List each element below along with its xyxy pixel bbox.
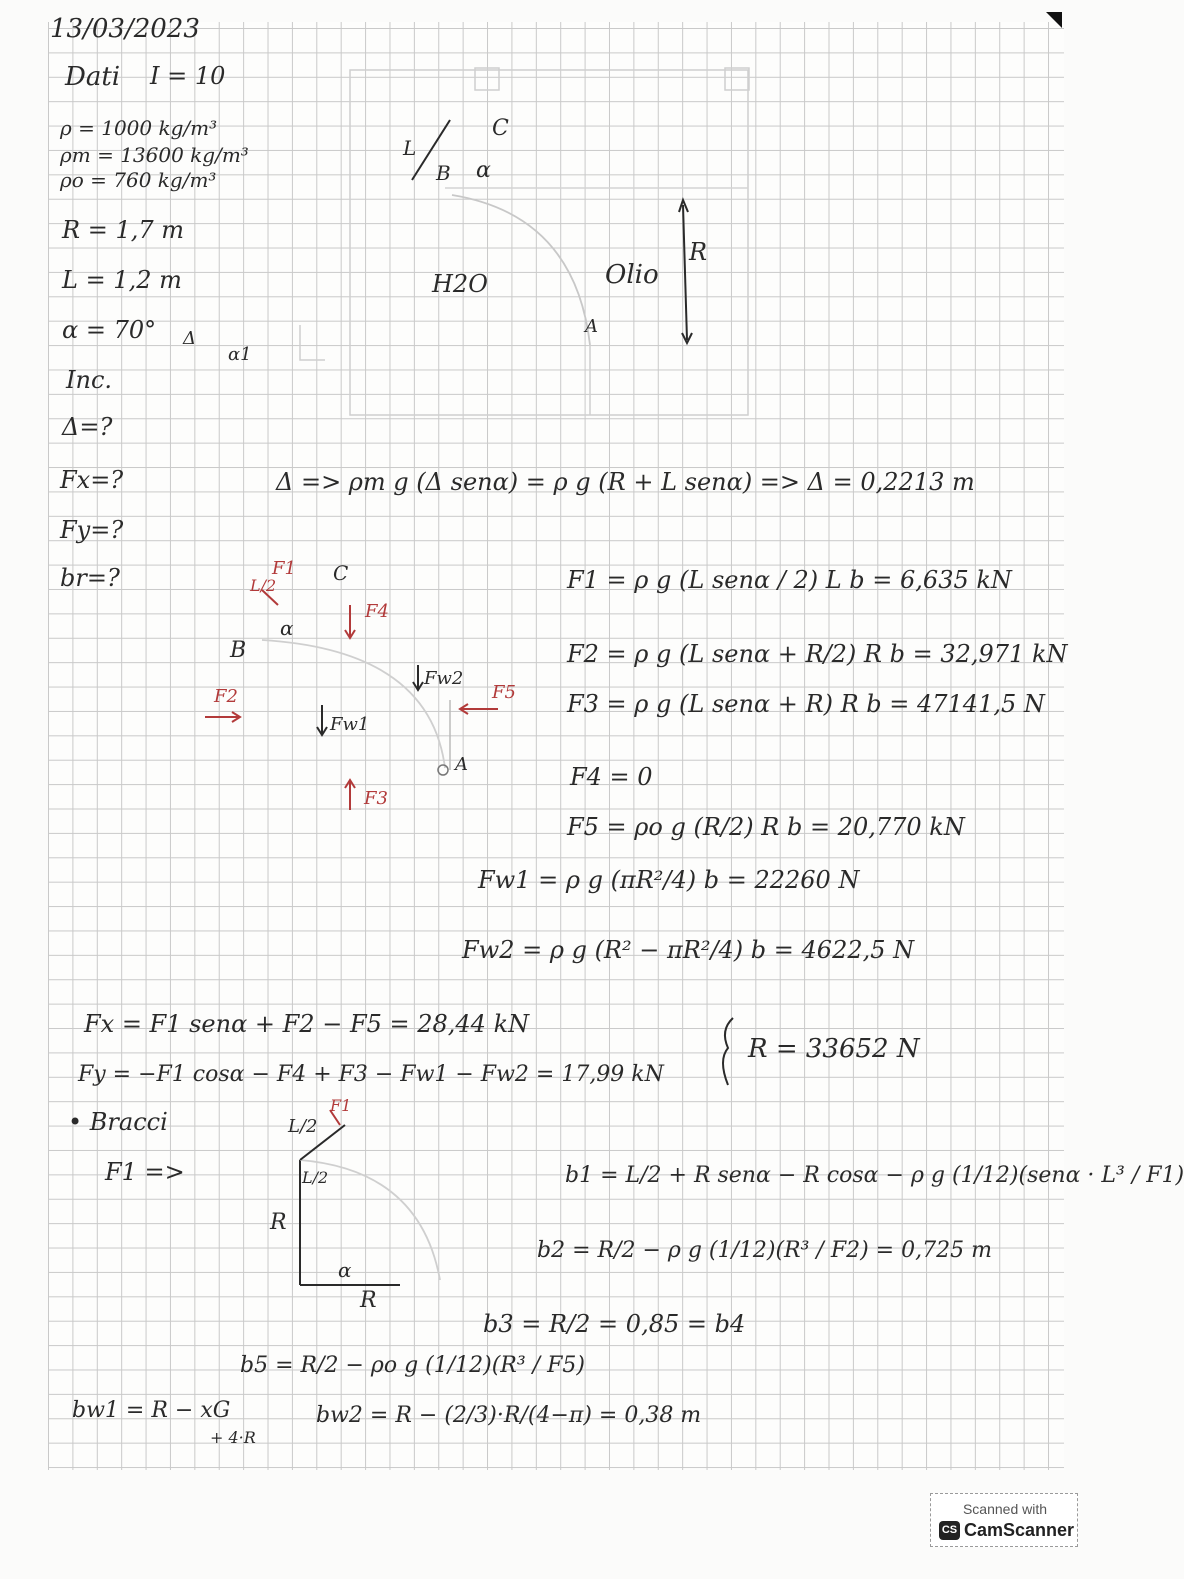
camscanner-top-text: Scanned with bbox=[962, 1501, 1048, 1517]
fbd-label-F4: F4 bbox=[365, 601, 389, 622]
camscanner-name: CamScanner bbox=[964, 1520, 1075, 1540]
fbd-label-C: C bbox=[333, 561, 349, 585]
fbd-label-Fw1: Fw1 bbox=[330, 714, 370, 735]
camscanner-badge bbox=[930, 1493, 1078, 1547]
fbd-label-A: A bbox=[455, 754, 468, 775]
given-index: I = 10 bbox=[150, 62, 226, 90]
given-L: L = 1,2 m bbox=[62, 266, 182, 294]
equation-F5: F5 = ρo g (R/2) R b = 20,770 kN bbox=[567, 813, 965, 841]
arms-header: • Bracci bbox=[68, 1108, 168, 1136]
label-length-L: L bbox=[403, 136, 417, 160]
equation-b2: b2 = R/2 − ρ g (1/12)(R³ / F2) = 0,725 m bbox=[537, 1238, 992, 1263]
label-point-C: C bbox=[492, 116, 509, 141]
fbd-label-F3: F3 bbox=[364, 788, 388, 809]
unknown-fx: Fx=? bbox=[60, 466, 124, 494]
label-R-dimension: R bbox=[689, 238, 708, 266]
given-alpha: α = 70° bbox=[62, 316, 157, 344]
label-point-B: B bbox=[436, 161, 451, 185]
equation-F4: F4 = 0 bbox=[570, 763, 653, 791]
arms-label-R-vertical: R bbox=[270, 1210, 287, 1235]
fbd-label-B: B bbox=[230, 638, 247, 663]
equation-b3: b3 = R/2 = 0,85 = b4 bbox=[483, 1310, 746, 1338]
equation-b1: b1 = L/2 + R senα − R cosα − ρ g (1/12)(senα · L³ / F1) bbox=[565, 1163, 1184, 1188]
brace-bracket bbox=[723, 1018, 733, 1085]
given-rho-o: ρo = 760 kg/m³ bbox=[60, 168, 217, 192]
equation-F2: F2 = ρ g (L senα + R/2) R b = 32,971 kN bbox=[567, 640, 1068, 668]
equation-Fw2: Fw2 = ρ g (R² − πR²/4) b = 4622,5 N bbox=[462, 936, 915, 964]
given-header: Dati bbox=[65, 62, 121, 92]
fbd-label-F2: F2 bbox=[214, 686, 238, 707]
fbd-label-Fw2: Fw2 bbox=[424, 668, 464, 689]
label-oil: Olio bbox=[605, 260, 659, 290]
unknowns-header: Inc. bbox=[66, 366, 113, 394]
equation-Fx: Fx = F1 senα + F2 − F5 = 28,44 kN bbox=[84, 1010, 530, 1038]
equation-F1: F1 = ρ g (L senα / 2) L b = 6,635 kN bbox=[567, 566, 1012, 594]
arms-label-F1: F1 bbox=[330, 1096, 352, 1115]
unknown-br: br=? bbox=[60, 564, 120, 592]
given-R: R = 1,7 m bbox=[62, 216, 184, 244]
label-angle-alpha: α bbox=[476, 158, 491, 183]
dimension-R-line bbox=[683, 205, 687, 340]
arms-label-R-horizontal: R bbox=[360, 1288, 377, 1313]
equation-bw1-sub: + 4·R bbox=[210, 1428, 256, 1447]
label-water: H2O bbox=[432, 270, 488, 298]
equation-resultant-R: R = 33652 N bbox=[748, 1034, 920, 1064]
equation-delta: Δ => ρm g (Δ senα) = ρ g (R + L senα) => Δ = 0,2213 m bbox=[276, 468, 975, 496]
arms-label-L2-lower: L/2 bbox=[302, 1168, 329, 1187]
equation-F3: F3 = ρ g (L senα + R) R b = 47141,5 N bbox=[567, 690, 1045, 718]
equation-bw1: bw1 = R − xG bbox=[72, 1398, 231, 1423]
tank-corner-box bbox=[725, 68, 749, 90]
label-point-A: A bbox=[585, 316, 598, 337]
fbd-label-alpha: α bbox=[280, 616, 294, 640]
label-delta-small: Δ bbox=[183, 328, 196, 349]
camscanner-logo-icon: CS bbox=[939, 1521, 960, 1540]
arms-label-alpha: α bbox=[338, 1258, 352, 1282]
unknown-fy: Fy=? bbox=[60, 516, 124, 544]
equation-b5: b5 = R/2 − ρo g (1/12)(R³ / F5) bbox=[240, 1353, 585, 1378]
page-date: 13/03/2023 bbox=[50, 14, 200, 44]
manometer-tube bbox=[300, 325, 325, 360]
tank-corner-box-2 bbox=[475, 68, 499, 90]
fbd-gate-arc bbox=[262, 640, 445, 768]
fbd-hinge-A bbox=[438, 765, 448, 775]
fbd-label-L2: L/2 bbox=[250, 576, 277, 595]
fbd-label-F1: F1 bbox=[272, 558, 296, 579]
label-alpha1: α1 bbox=[228, 344, 252, 365]
unknown-delta: Δ=? bbox=[62, 413, 113, 441]
equation-bw2: bw2 = R − (2/3)·R/(4−π) = 0,38 m bbox=[316, 1403, 702, 1428]
equation-Fy: Fy = −F1 cosα − F4 + F3 − Fw1 − Fw2 = 17,99 kN bbox=[78, 1062, 664, 1087]
equation-Fw1: Fw1 = ρ g (πR²/4) b = 22260 N bbox=[478, 866, 860, 894]
given-rho-m: ρm = 13600 kg/m³ bbox=[60, 143, 249, 167]
fbd-label-F5: F5 bbox=[492, 682, 516, 703]
arms-label-L2: L/2 bbox=[288, 1116, 318, 1137]
given-rho: ρ = 1000 kg/m³ bbox=[60, 116, 218, 140]
arms-F1-label: F1 => bbox=[105, 1158, 185, 1186]
